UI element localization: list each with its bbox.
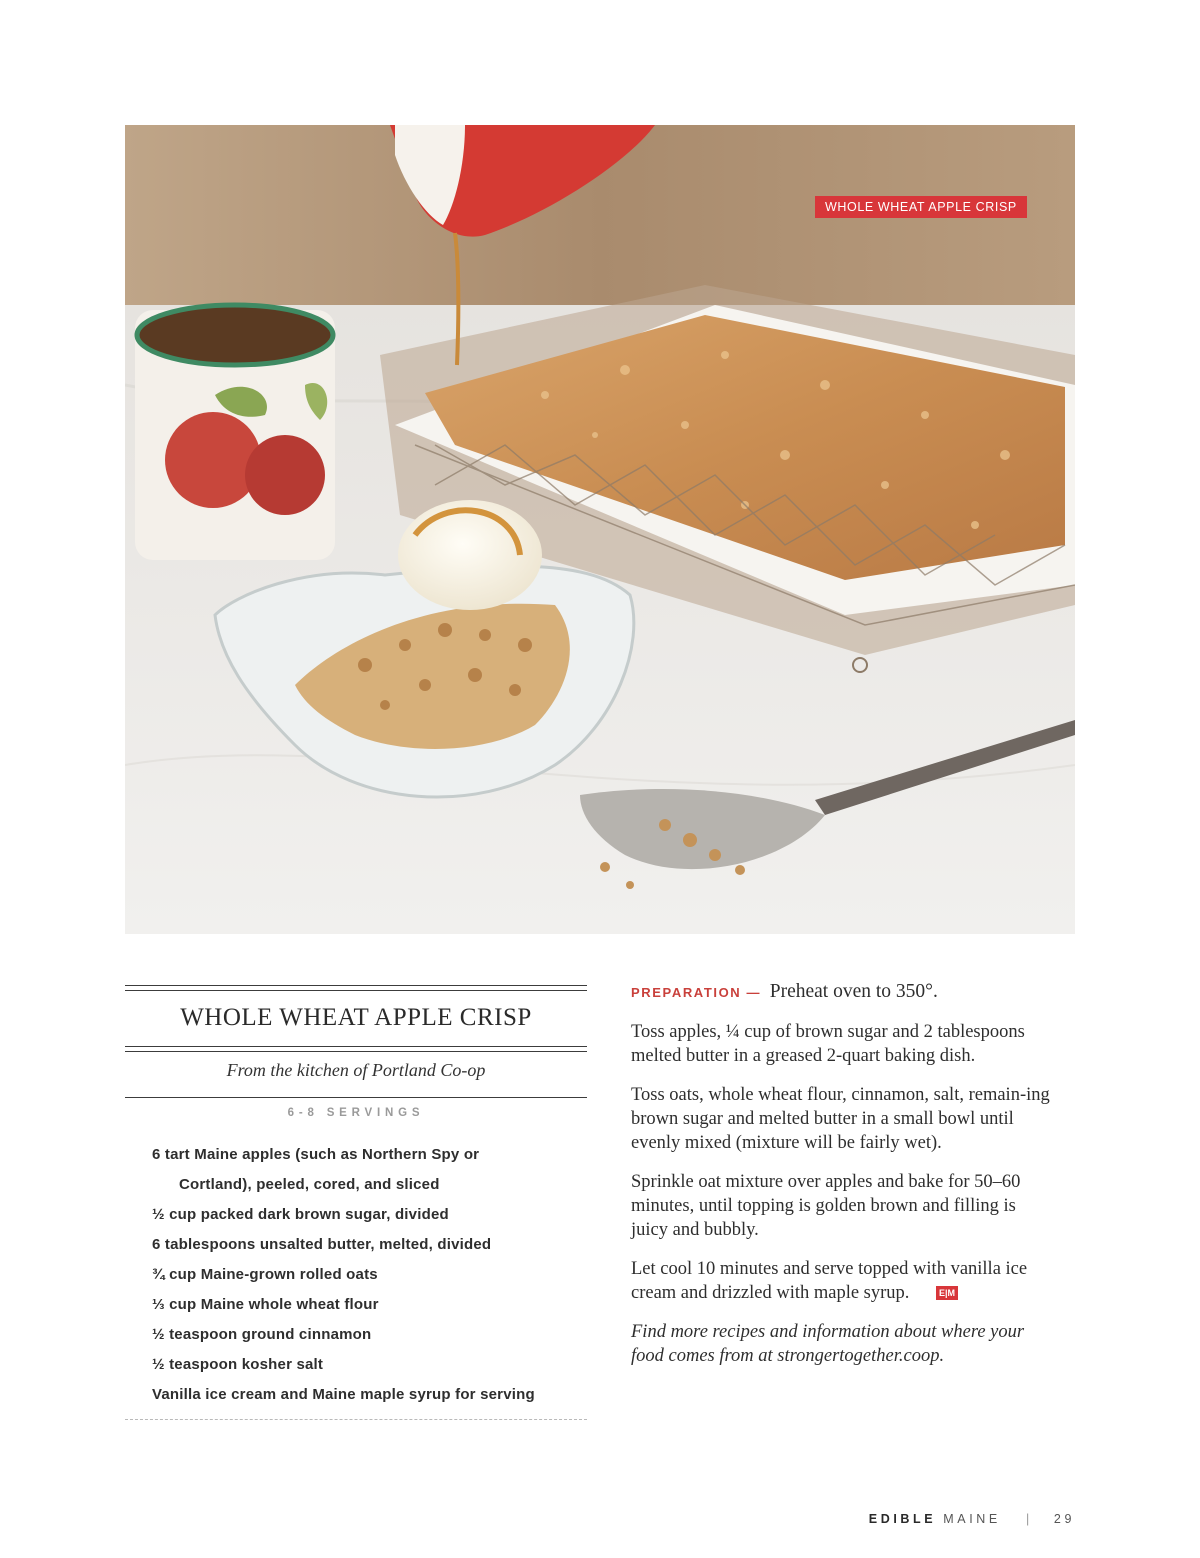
servings-label: 6-8 SERVINGS	[287, 1107, 425, 1119]
ingredient-item: ½ cup packed dark brown sugar, divided	[152, 1206, 449, 1223]
closing-note: Find more recipes and information about where your food comes from at strongertogether.coop.	[631, 1322, 1025, 1366]
preparation-step-last	[631, 1257, 1051, 1305]
ingredient-item: ⅓ cup Maine whole wheat flour	[152, 1296, 379, 1313]
preparation-step: Toss apples, ¼ cup of brown sugar and 2 tablespoons melted butter in a greased 2-quart baking dish.	[631, 1022, 1025, 1066]
title-bottom-rule	[125, 1046, 587, 1052]
page-footer	[869, 1512, 1075, 1526]
ingredient-item: ½ teaspoon kosher salt	[152, 1356, 324, 1373]
recipe-photo	[125, 125, 1075, 934]
ingredient-item: 6 tablespoons unsalted butter, melted, divided	[152, 1236, 492, 1253]
ingredient-item: Cortland), peeled, cored, and sliced	[179, 1176, 440, 1193]
ingredient-item: ½ teaspoon ground cinnamon	[152, 1326, 372, 1343]
preparation-label: PREPARATION —	[631, 985, 762, 1000]
ingredient-item: ¾ cup Maine-grown rolled oats	[152, 1266, 378, 1283]
recipe-source: From the kitchen of Portland Co-op	[226, 1060, 486, 1080]
footer-brand-light: MAINE	[943, 1512, 1001, 1526]
preparation-step: Let cool 10 minutes and serve topped with vanilla ice cream and drizzled with maple syrup.	[631, 1259, 1028, 1303]
source-rule	[125, 1097, 587, 1098]
ingredient-item: Vanilla ice cream and Maine maple syrup for serving	[152, 1386, 535, 1403]
preparation-step: Sprinkle oat mixture over apples and bake for 50–60 minutes, until topping is golden brown and filling is juicy and bubbly.	[631, 1172, 1021, 1240]
photo-caption-tag: WHOLE WHEAT APPLE CRISP	[815, 196, 1027, 218]
recipe-title: WHOLE WHEAT APPLE CRISP	[180, 1004, 532, 1031]
ingredients-list	[152, 1140, 592, 1410]
preparation-section	[631, 980, 1051, 1383]
ingredient-item: 6 tart Maine apples (such as Northern Spy or	[152, 1146, 480, 1163]
footer-separator: |	[1025, 1512, 1033, 1526]
title-top-rule	[125, 985, 587, 991]
footer-brand-bold: EDIBLE	[868, 1512, 937, 1526]
apple-crisp-photo	[125, 125, 1075, 934]
preparation-lead: Preheat oven to 350°.	[769, 981, 938, 1002]
preparation-step: Toss oats, whole wheat flour, cinnamon, salt, remain-ing brown sugar and melted butter in a small bowl until evenly mixed (mixture will be fairly wet).	[631, 1085, 1050, 1153]
edible-maine-end-mark: E|M	[936, 1286, 958, 1300]
mug	[135, 305, 335, 560]
ingredients-end-rule	[125, 1419, 587, 1420]
preparation-intro	[631, 980, 1051, 1005]
page-number: 29	[1053, 1512, 1075, 1526]
